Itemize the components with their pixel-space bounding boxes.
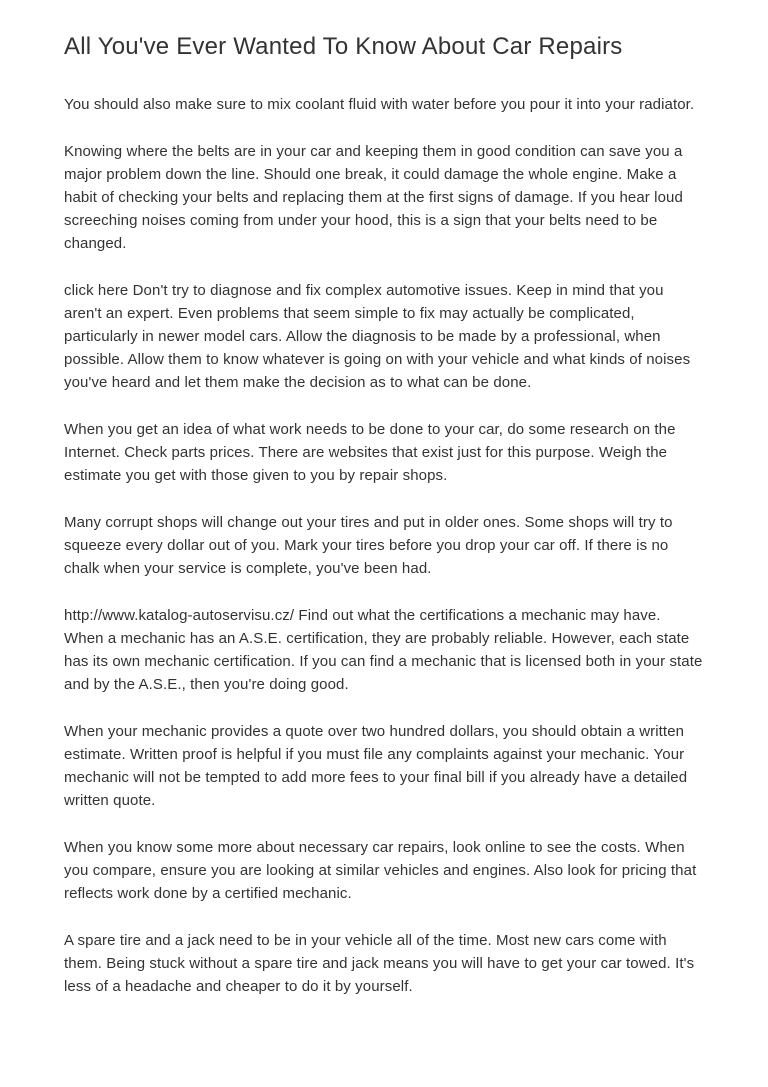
page-title: All You've Ever Wanted To Know About Car Repairs [64,33,623,60]
paragraph-written-estimate: When your mechanic provides a quote over two hundred dollars, you should obtain a written estimate. Written proof is helpful if you must file any complaints against your mechanic. Your mechanic will not be tempted to add more fees to your final bill if you already have a detailed written quote. [64,722,688,809]
document-page [64,0,704,998]
paragraph-coolant: You should also make sure to mix coolant fluid with water before you pour it into your radiator. [64,95,695,113]
paragraph-belts: Knowing where the belts are in your car and keeping them in good condition can save you a major problem down the line. Should one break, it could damage the whole engine. Make a habit of checking your belts and replacing them at the first signs of damage. If you hear loud screeching noises coming from under your hood, this is a sign that your belts need to be changed. [64,142,683,252]
paragraph-spare-tire: A spare tire and a jack need to be in your vehicle all of the time. Most new cars come with them. Being stuck without a spare tire and jack means you will have to get your car towed. It's less of a headache and cheaper to do it by yourself. [64,931,695,995]
paragraph-corrupt-shops: Many corrupt shops will change out your tires and put in older ones. Some shops will try to squeeze every dollar out of you. Mark your tires before you drop your car off. If there is no chalk when your service is complete, you've been had. [64,513,673,577]
paragraph-diagnose: click here Don't try to diagnose and fix complex automotive issues. Keep in mind that you aren't an expert. Even problems that seem simple to fix may actually be complicated, particularly in newer model cars. Allow the diagnosis to be made by a professional, when possible. Allow them to know whatever is going on with your vehicle and what kinds of noises you've heard and let them make the decision as to what can be done. [64,281,691,391]
paragraph-compare-costs: When you know some more about necessary car repairs, look online to see the costs. When you compare, ensure you are looking at similar vehicles and engines. Also look for pricing that reflects work done by a certified mechanic. [64,838,697,902]
paragraph-certifications: http://www.katalog-autoservisu.cz/ Find out what the certifications a mechanic may have. When a mechanic has an A.S.E. certification, they are probably reliable. However, each state has its own mechanic certification. If you can find a mechanic that is licensed both in your state and by the A.S.E., then you're doing good. [64,606,703,693]
paragraph-research: When you get an idea of what work needs to be done to your car, do some research on the Internet. Check parts prices. There are websites that exist just for this purpose. Weigh the estimate you get with those given to you by repair shops. [64,420,676,484]
